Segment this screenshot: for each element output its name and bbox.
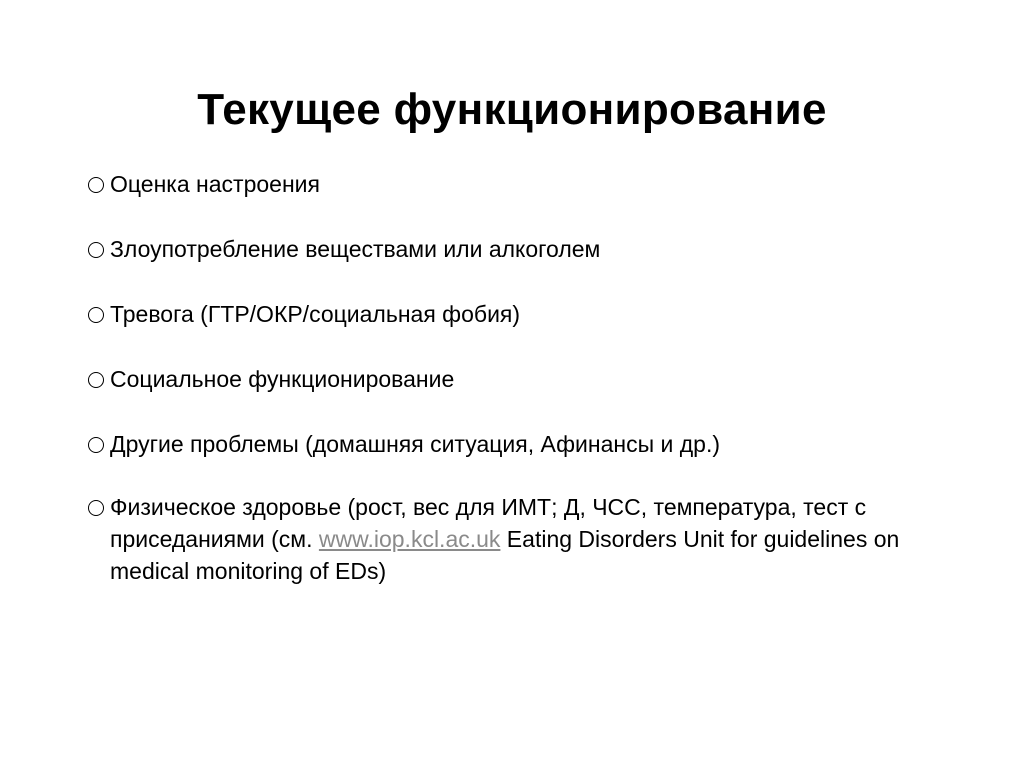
- circle-bullet-icon: [88, 307, 104, 323]
- bullet-text: Оценка настроения: [110, 171, 320, 197]
- bullet-item: [88, 298, 968, 330]
- iop-link[interactable]: www.iop.kcl.ac.uk: [318, 526, 501, 552]
- bullet-text: [110, 491, 968, 587]
- circle-bullet-icon: [88, 177, 104, 193]
- bullet-item: [88, 233, 968, 265]
- circle-bullet-icon: [88, 437, 104, 453]
- circle-bullet-icon: [88, 242, 104, 258]
- circle-bullet-icon: [88, 500, 104, 516]
- bullet-item: [88, 168, 968, 200]
- bullet-text-before-link: Физическое здоровье (рост, вес для ИМТ; Д, ЧСС, температура, тест с приседаниями (см.: [110, 494, 867, 552]
- bullet-text: Социальное функционирование: [110, 366, 455, 392]
- bullet-item: [88, 363, 968, 395]
- bullet-item: [88, 428, 968, 460]
- circle-bullet-icon: [88, 372, 104, 388]
- slide-title: Текущее функционирование: [197, 85, 827, 134]
- bullet-item: [88, 491, 968, 587]
- bullet-text: Другие проблемы (домашняя ситуация, Афинансы и др.): [110, 431, 720, 457]
- bullet-text-after-link: Eating Disorders Unit for guidelines on medical monitoring of EDs): [110, 526, 900, 584]
- bullet-text: Злоупотребление веществами или алкоголем: [110, 236, 601, 262]
- bullet-text: Тревога (ГТР/ОКР/социальная фобия): [110, 301, 521, 327]
